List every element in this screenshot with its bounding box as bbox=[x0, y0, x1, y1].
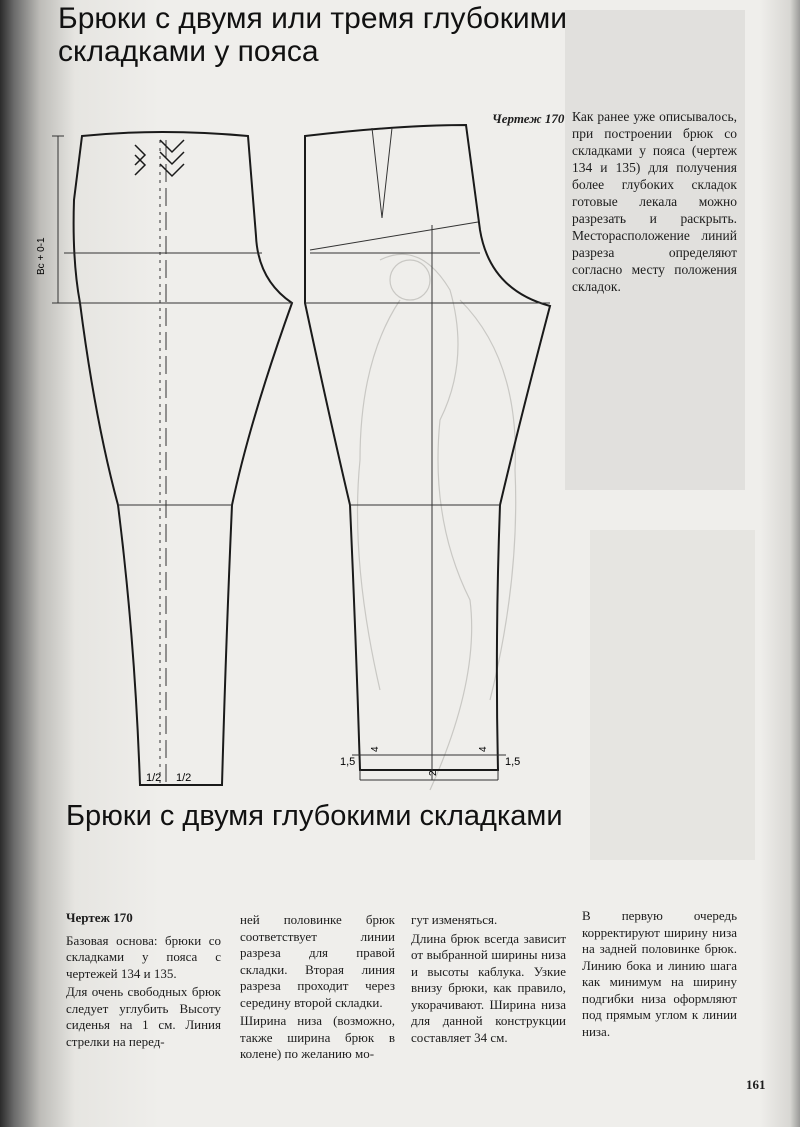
hem-center-label: 2 bbox=[428, 770, 439, 776]
section-title: Брюки с двумя глубокими складками bbox=[66, 800, 563, 832]
half-label-left: 1/2 bbox=[146, 772, 162, 784]
page-number: 161 bbox=[746, 1077, 766, 1092]
column-paragraph: гут изменяться. bbox=[411, 912, 498, 927]
drawing-caption: Чертеж 170 bbox=[492, 111, 565, 126]
hem-up-label-right: 4 bbox=[478, 746, 489, 752]
column-paragraph: В первую очередь корректируют ширину низа на задней половинке брюк. Линию бока и линию шага как минимум на ширину подгибки низа оформляют под прямым углом к линии низа. bbox=[582, 908, 737, 1039]
back-trouser-piece bbox=[305, 125, 550, 770]
hem-label-right: 1,5 bbox=[505, 756, 521, 768]
half-label-right: 1/2 bbox=[176, 772, 192, 784]
page-title: Брюки с двумя или тремя глубокими складками у пояса bbox=[58, 2, 568, 68]
text-column-3 bbox=[411, 912, 566, 1048]
column-paragraph: Ширина низа (возможно, также ширина брюк в колене) по желанию мо- bbox=[240, 1013, 395, 1061]
hem-label-left: 1,5 bbox=[340, 756, 356, 768]
column-paragraph: Базовая основа: брюки со складками у пояса с чертежей 134 и 135. bbox=[66, 932, 221, 981]
hem-up-label-left: 4 bbox=[370, 746, 381, 752]
text-column-4 bbox=[582, 908, 737, 1042]
front-trouser-piece bbox=[74, 132, 292, 785]
bleed-through-sketch bbox=[358, 254, 516, 790]
seat-height-label: Вс + 0-1 bbox=[36, 237, 47, 275]
text-column-2 bbox=[240, 912, 395, 1065]
column-heading: Чертеж 170 bbox=[66, 910, 133, 925]
side-description: Как ранее уже описывалось, при построении брюк со складками у пояса (чертеж 134 и 135) для получения более глубоких складок готовые лекала можно разрезать и раскрыть. Месторасположение линий разреза определяют согласно месту положения складок. bbox=[572, 109, 737, 294]
column-paragraph: Для очень свободных брюк следует углубить Высоту сиденья на 1 см. Линия стрелки на перед- bbox=[66, 984, 221, 1049]
column-paragraph: Длина брюк всегда зависит от выбранной ширины низа и высоты каблука. Узкие внизу брюки, как правило, укорачивают. Ширина низа для данной конструкции составляет 34 см. bbox=[411, 930, 566, 1045]
column-paragraph: ней половинке брюк соответствует линии разреза для правой складки. Вторая линия разреза проходит через середину второй складки. bbox=[240, 912, 395, 1010]
text-column-1 bbox=[66, 910, 221, 1052]
